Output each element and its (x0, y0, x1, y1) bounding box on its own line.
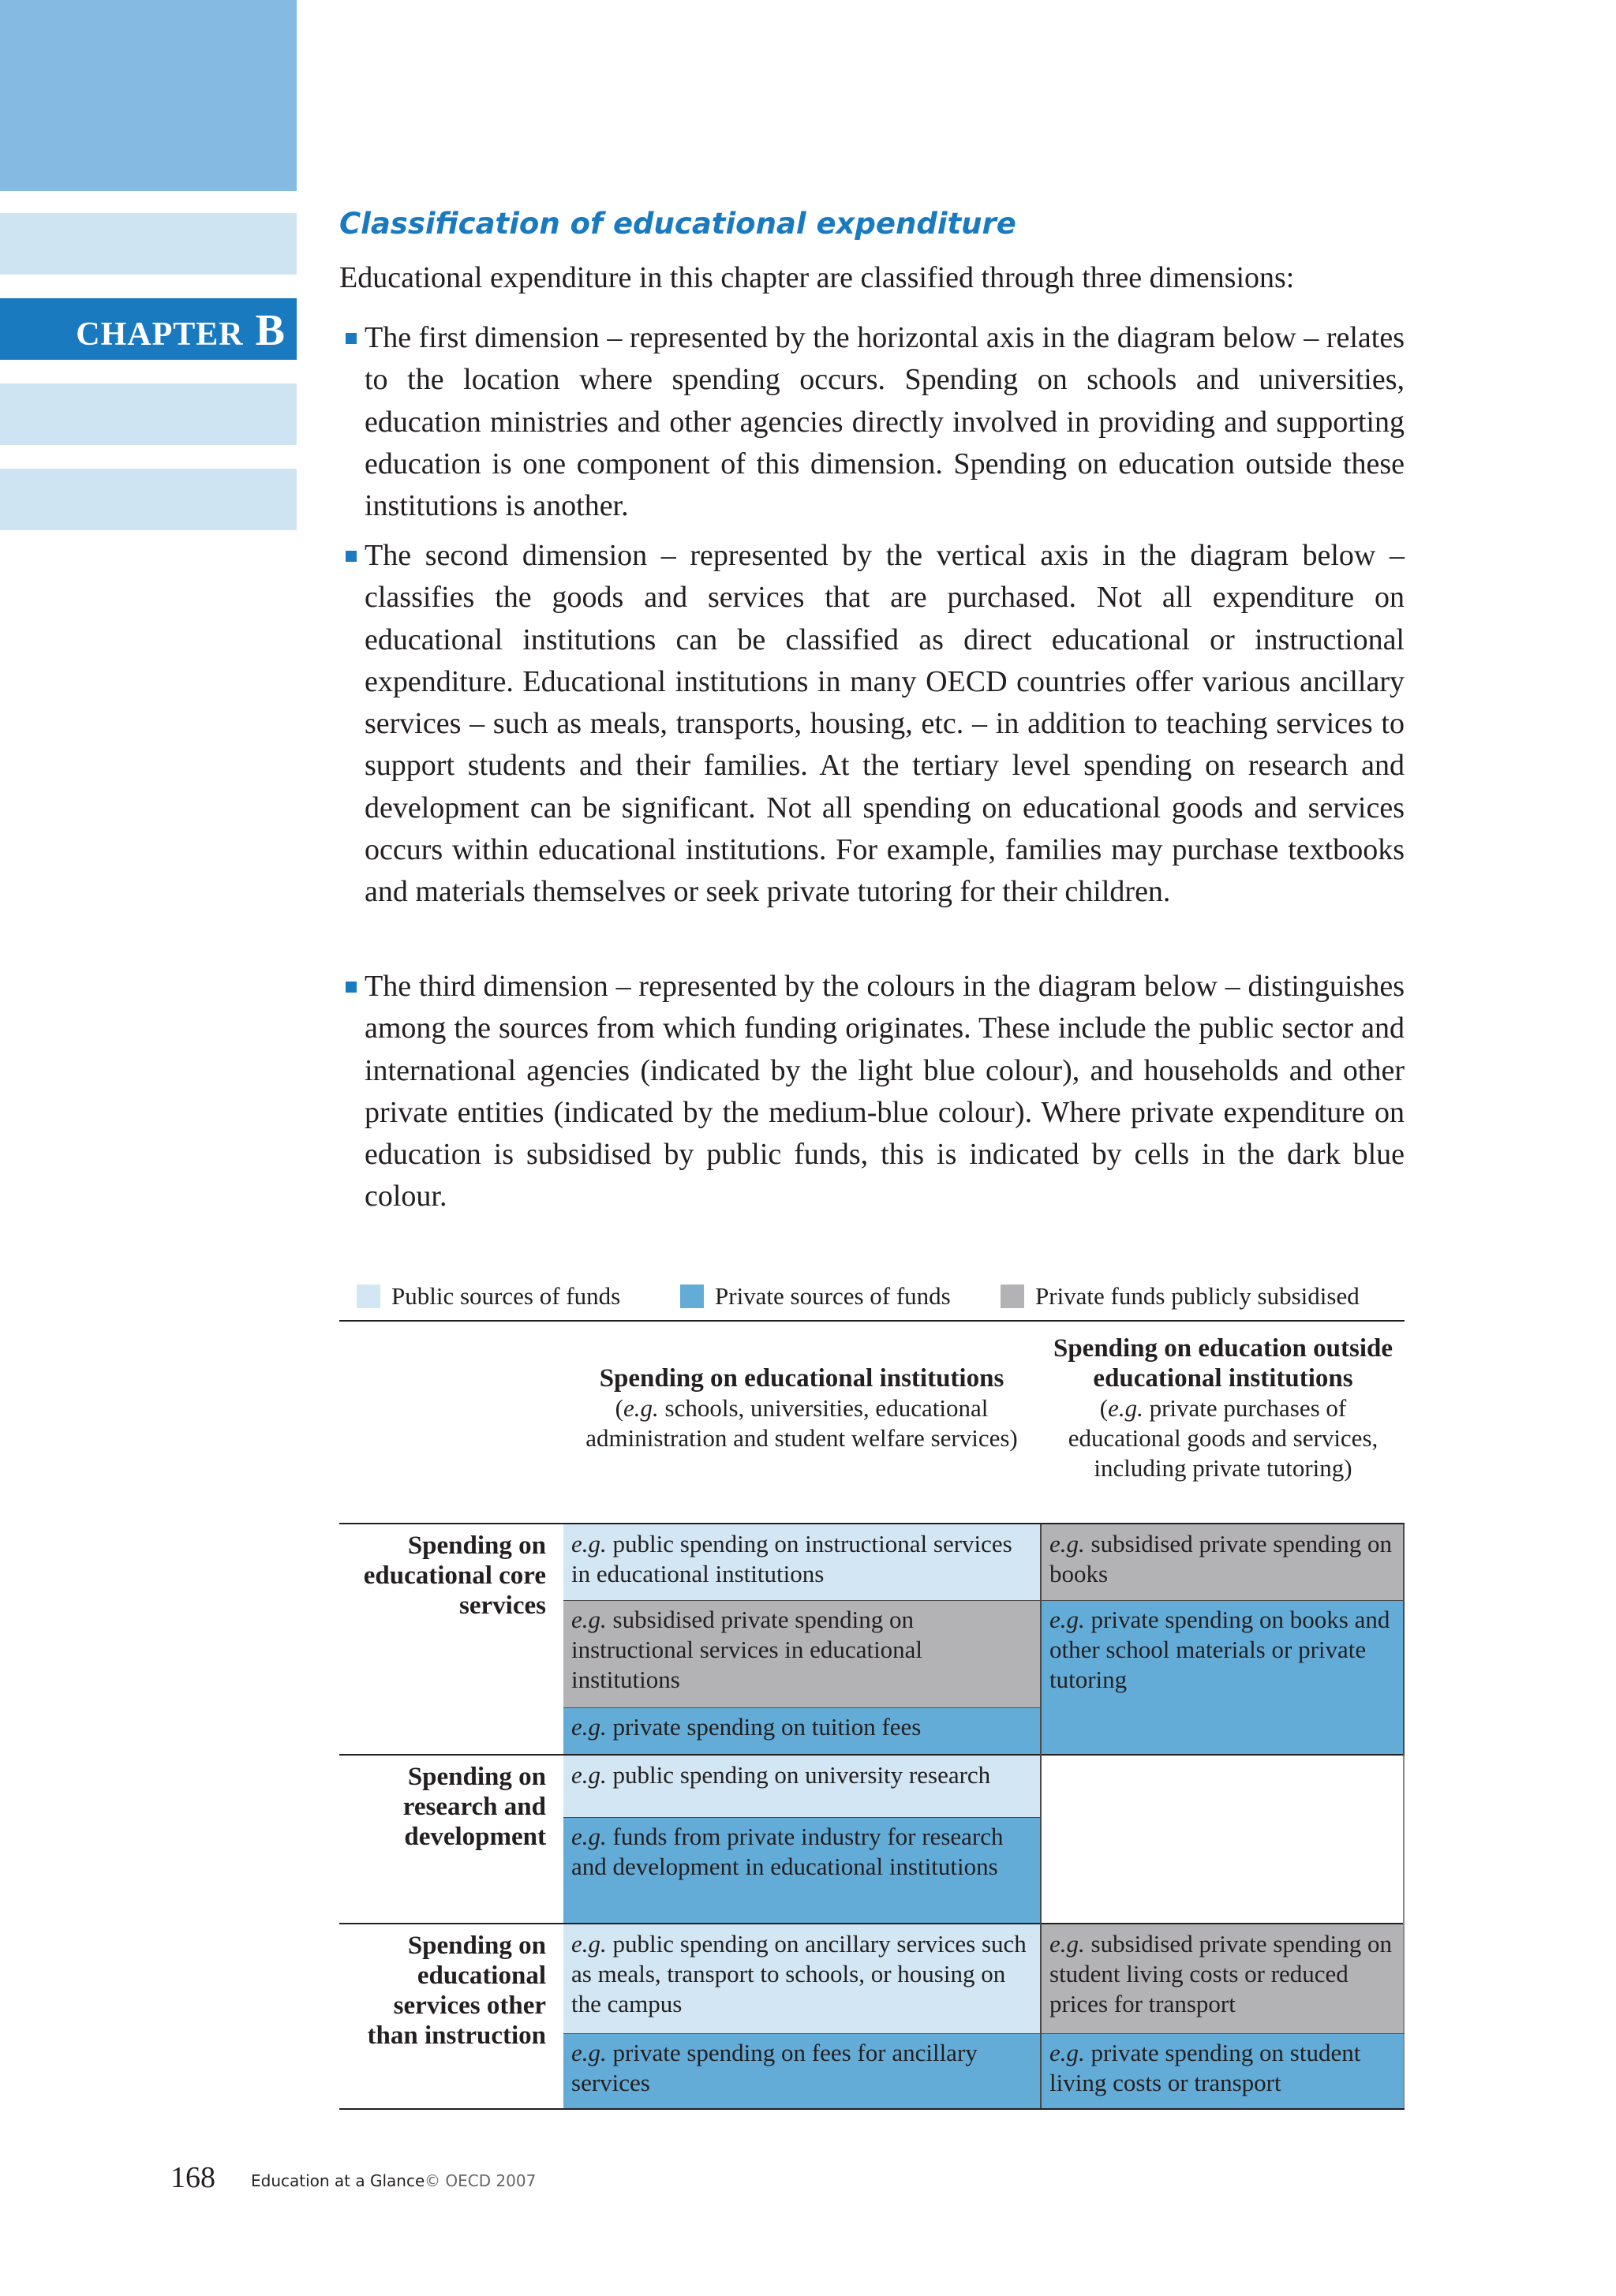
intro-paragraph: Educational expenditure in this chapter are classified through three dimensions: (339, 261, 1295, 294)
cell-rd-out-empty (1042, 1756, 1405, 1923)
table-rule-bottom (339, 2108, 1405, 2110)
footer-publication-title: Education at a Glance (251, 2171, 425, 2190)
row-header-rd: Spending on research and development (402, 1763, 546, 1851)
table-inner-line (563, 1707, 1040, 1708)
bullet-icon (346, 551, 357, 562)
table-inner-line (563, 1600, 1405, 1601)
cell-core-inst-private: e.g. private spending on tuition fees (563, 1707, 1040, 1754)
table-inner-line (563, 1817, 1040, 1818)
cell-anc-inst-private: e.g. private spending on fees for ancillary services (563, 2033, 1040, 2108)
legend-private: Private sources of funds (680, 1282, 951, 1311)
page-number: 168 (170, 2161, 215, 2194)
row-header-ancillary: Spending on educational services other than instruction (367, 1931, 546, 2050)
chapter-label: CHAPTER B (76, 306, 286, 355)
bullet-icon (346, 333, 357, 344)
cell-rd-inst-private: e.g. funds from private industry for research and development in educational institutions (563, 1817, 1040, 1923)
bullet-icon (346, 982, 357, 993)
cell-core-inst-public: e.g. public spending on instructional services in educational institutions (563, 1524, 1040, 1600)
cell-rd-inst-public: e.g. public spending on university research (563, 1756, 1040, 1817)
section-title: Classification of educational expenditure (339, 207, 1016, 241)
bullet-dimension-2: The second dimension – represented by the vertical axis in the diagram below – classifies the goods and services that are purchased. Not all expenditure on educational institutions can be classified as direct educational or instructional expenditure. Educational institutions in many OECD countries offer various ancillary services – such as meals, transports, housing, etc. – in addition to teaching services to support students and their families. At the tertiary level spending on research and development can be significant. Not all spending on educational goods and services occurs within educational institutions. For example, families may purchase textbooks and materials themselves or seek private tutoring for their children. (339, 535, 1405, 914)
legend-divider (339, 1320, 1405, 1322)
legend-public: Public sources of funds (357, 1282, 620, 1311)
chapter-tab-c (0, 383, 297, 445)
chapter-tab-current (0, 298, 297, 360)
legend-subsidised: Private funds publicly subsidised (1001, 1282, 1360, 1311)
footer-copyright: © OECD 2007 (425, 2171, 537, 2190)
cell-core-out-private: e.g. private spending on books and other school materials or private tutoring (1042, 1600, 1405, 1754)
chapter-tab-a (0, 213, 297, 275)
legend-swatch-public (357, 1284, 380, 1308)
table-inner-line (563, 2033, 1405, 2034)
legend-swatch-subsidised (1001, 1284, 1024, 1308)
legend-swatch-private (680, 1284, 704, 1308)
cell-core-out-subsidised: e.g. subsidised private spending on books (1042, 1524, 1405, 1600)
table-right-border-2 (1403, 1756, 1405, 2108)
table-column-divider (1040, 1524, 1042, 2108)
bullet-dimension-3: The third dimension – represented by the colours in the diagram below – distinguishes among the sources from which funding originates. These include the public sector and international agencies (indicated by the light blue colour), and households and other private entities (indicated by the medium-blue colour). Where private expenditure on education is subsidised by public funds, this is indicated by cells in the dark blue colour. (339, 966, 1405, 1218)
cell-core-inst-subsidised: e.g. subsidised private spending on instructional services in educational institutions (563, 1600, 1040, 1707)
row-header-core: Spending on educational core services (363, 1531, 546, 1620)
cell-anc-out-private: e.g. private spending on student living costs or transport (1042, 2033, 1405, 2108)
column-header-outside: Spending on education outside educational institutions (e.g. private purchases of educational goods and services, including private tutoring) (1053, 1334, 1393, 1482)
bullet-dimension-1: The first dimension – represented by the horizontal axis in the diagram below – relates to the location where spending occurs. Spending on schools and universities, education ministries and other agencies directly involved in providing and supporting education is one component of this dimension. Spending on education outside these institutions is another. (339, 317, 1405, 527)
column-header-institutions: Spending on educational institutions (e.g. schools, universities, educational administration and student welfare services) (585, 1364, 1018, 1452)
cell-anc-inst-public: e.g. public spending on ancillary services such as meals, transport to schools, or housing on the campus (563, 1924, 1040, 2033)
cell-anc-out-subsidised: e.g. subsidised private spending on student living costs or reduced prices for transport (1042, 1924, 1405, 2033)
chapter-tab-block (0, 0, 297, 191)
table-right-border-1 (1403, 1524, 1405, 1756)
chapter-tab-d (0, 469, 297, 530)
